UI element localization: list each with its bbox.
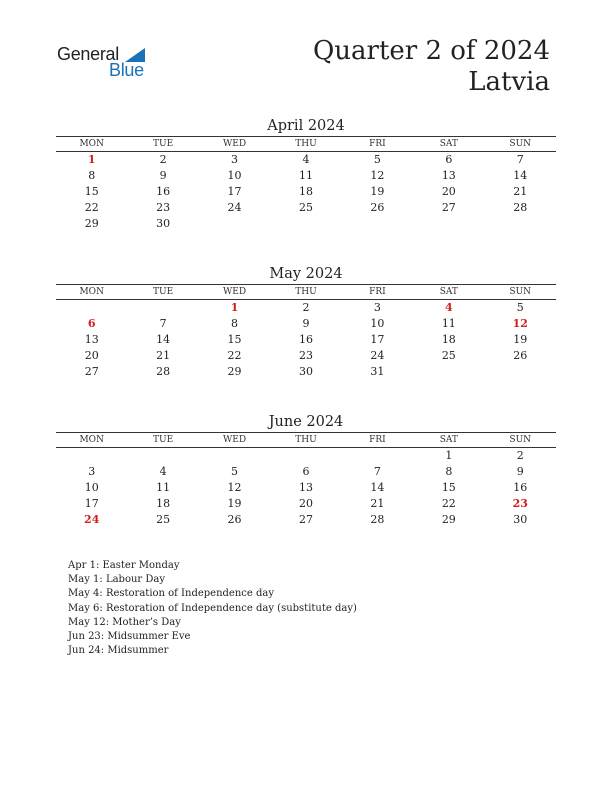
weekday-header: [56, 284, 556, 300]
weekday-label: TUE: [153, 139, 174, 149]
week-row: [56, 168, 556, 184]
day-cell: 3: [231, 153, 239, 166]
day-cell: 27: [84, 365, 99, 378]
weekday-label: SAT: [439, 287, 458, 297]
holiday-day-cell: 1: [87, 153, 96, 166]
weekday-header: [56, 136, 556, 152]
weekday-label: THU: [295, 139, 317, 149]
day-cell: 22: [84, 201, 99, 214]
day-cell: 16: [298, 333, 313, 346]
day-cell: [199, 216, 270, 232]
day-cell: 2: [516, 449, 524, 462]
holiday-note: Jun 23: Midsummer Eve: [68, 631, 191, 643]
day-cell: 29: [84, 217, 99, 230]
day-cell: 9: [302, 317, 310, 330]
day-cell: 25: [156, 513, 171, 526]
day-cell: 26: [227, 513, 242, 526]
week-row: [56, 464, 556, 480]
weekday-label: MON: [79, 287, 104, 297]
page-title: [313, 36, 550, 98]
week-row: [56, 316, 556, 332]
day-cell: 12: [227, 481, 242, 494]
day-cell: 23: [156, 201, 171, 214]
day-cell: 28: [513, 201, 528, 214]
day-cell: 20: [298, 497, 313, 510]
weekday-label: SUN: [509, 435, 532, 445]
logo-blue-text: Blue: [109, 60, 144, 80]
day-cell: 17: [84, 497, 99, 510]
day-cell: 21: [156, 349, 171, 362]
day-cell: [270, 448, 341, 464]
weekday-label: TUE: [153, 435, 174, 445]
day-cell: 19: [370, 185, 385, 198]
day-cell: 27: [441, 201, 456, 214]
weekday-label: TUE: [153, 287, 174, 297]
day-cell: 7: [159, 317, 167, 330]
day-cell: 7: [516, 153, 524, 166]
day-cell: 3: [88, 465, 96, 478]
weekday-label: FRI: [369, 287, 386, 297]
day-cell: 16: [513, 481, 528, 494]
month-calendar: [56, 116, 556, 232]
day-cell: 5: [373, 153, 381, 166]
day-cell: 15: [227, 333, 242, 346]
day-cell: 30: [298, 365, 313, 378]
day-cell: 11: [441, 317, 456, 330]
day-cell: 4: [159, 465, 167, 478]
day-cell: 26: [513, 349, 528, 362]
day-cell: 15: [84, 185, 99, 198]
day-cell: 20: [84, 349, 99, 362]
day-cell: [485, 216, 556, 232]
day-cell: 11: [156, 481, 171, 494]
day-cell: 6: [445, 153, 453, 166]
day-cell: 19: [513, 333, 528, 346]
week-row: [56, 300, 556, 316]
weekday-label: WED: [223, 139, 247, 149]
day-cell: 18: [298, 185, 313, 198]
day-cell: 23: [298, 349, 313, 362]
weekday-header: [56, 432, 556, 448]
day-cell: 8: [88, 169, 96, 182]
weekday-label: SUN: [509, 139, 532, 149]
day-cell: 13: [84, 333, 99, 346]
day-cell: 22: [441, 497, 456, 510]
month-calendar: [56, 264, 556, 380]
day-cell: 3: [373, 301, 381, 314]
day-cell: 5: [231, 465, 239, 478]
holiday-day-cell: 4: [444, 301, 453, 314]
holiday-day-cell: 24: [84, 513, 100, 526]
day-cell: 13: [441, 169, 456, 182]
holiday-note: Apr 1: Easter Monday: [68, 560, 180, 571]
weekday-label: SUN: [509, 287, 532, 297]
weekday-label: THU: [295, 287, 317, 297]
generalblue-logo: [57, 44, 167, 84]
holiday-day-cell: 12: [512, 317, 528, 330]
day-cell: 8: [445, 465, 453, 478]
week-row: [56, 184, 556, 200]
day-cell: 10: [227, 169, 242, 182]
week-row: [56, 332, 556, 348]
day-cell: 25: [298, 201, 313, 214]
day-cell: 29: [227, 365, 242, 378]
week-row: [56, 348, 556, 364]
day-cell: [127, 300, 198, 316]
day-cell: 16: [156, 185, 171, 198]
week-row: [56, 200, 556, 216]
day-cell: 24: [370, 349, 385, 362]
day-cell: 17: [227, 185, 242, 198]
week-row: [56, 152, 556, 168]
day-cell: [342, 216, 413, 232]
day-cell: [342, 448, 413, 464]
week-row: [56, 448, 556, 464]
day-cell: 13: [298, 481, 313, 494]
day-cell: [199, 448, 270, 464]
day-cell: 30: [156, 217, 171, 230]
week-row: [56, 364, 556, 380]
day-cell: 9: [516, 465, 524, 478]
day-cell: 26: [370, 201, 385, 214]
day-cell: 2: [159, 153, 167, 166]
day-cell: 7: [373, 465, 381, 478]
day-cell: 22: [227, 349, 242, 362]
week-row: [56, 480, 556, 496]
day-cell: 28: [156, 365, 171, 378]
month-title: May 2024: [269, 266, 343, 282]
day-cell: 25: [441, 349, 456, 362]
weekday-label: SAT: [439, 139, 458, 149]
holiday-note: May 6: Restoration of Independence day (substitute day): [68, 602, 357, 614]
weekday-label: MON: [79, 435, 104, 445]
day-cell: 12: [370, 169, 385, 182]
day-cell: 4: [302, 153, 310, 166]
day-cell: [413, 216, 484, 232]
holiday-note: May 1: Labour Day: [68, 574, 165, 586]
day-cell: [413, 364, 484, 380]
weekday-label: WED: [223, 435, 247, 445]
month-calendar: [56, 412, 556, 528]
day-cell: 2: [302, 301, 310, 314]
day-cell: 29: [441, 513, 456, 526]
day-cell: 11: [298, 169, 313, 182]
day-cell: 8: [231, 317, 239, 330]
weekday-label: SAT: [439, 435, 458, 445]
holiday-day-cell: 23: [512, 497, 528, 510]
day-cell: 27: [298, 513, 313, 526]
day-cell: 18: [441, 333, 456, 346]
day-cell: 14: [370, 481, 385, 494]
day-cell: 15: [441, 481, 456, 494]
day-cell: [270, 216, 341, 232]
day-cell: [56, 448, 127, 464]
holiday-notes: [68, 559, 357, 658]
day-cell: 5: [516, 301, 524, 314]
weekday-label: FRI: [369, 435, 386, 445]
day-cell: 24: [227, 201, 242, 214]
day-cell: 31: [370, 365, 385, 378]
week-row: [56, 216, 556, 232]
weekday-label: WED: [223, 287, 247, 297]
day-cell: 6: [302, 465, 310, 478]
week-row: [56, 512, 556, 528]
week-row: [56, 496, 556, 512]
holiday-note: Jun 24: Midsummer: [68, 645, 169, 657]
day-cell: 21: [370, 497, 385, 510]
weekday-label: FRI: [369, 139, 386, 149]
day-cell: 17: [370, 333, 385, 346]
day-cell: 1: [445, 449, 453, 462]
month-title: April 2024: [267, 118, 345, 134]
month-title: June 2024: [268, 414, 344, 430]
day-cell: 21: [513, 185, 528, 198]
weekday-label: THU: [295, 435, 317, 445]
day-cell: 10: [370, 317, 385, 330]
holiday-day-cell: 1: [230, 301, 239, 314]
day-cell: [127, 448, 198, 464]
holiday-note: May 12: Mother’s Day: [68, 616, 181, 628]
day-cell: 20: [441, 185, 456, 198]
day-cell: 9: [159, 169, 167, 182]
logo-general-text: General: [57, 44, 119, 64]
day-cell: 18: [156, 497, 171, 510]
quarter-title: Quarter 2 of 2024: [312, 36, 550, 66]
day-cell: 30: [513, 513, 528, 526]
day-cell: 28: [370, 513, 385, 526]
day-cell: 14: [513, 169, 528, 182]
weekday-label: MON: [79, 139, 104, 149]
day-cell: 14: [156, 333, 171, 346]
day-cell: [485, 364, 556, 380]
day-cell: [56, 300, 127, 316]
holiday-note: May 4: Restoration of Independence day: [68, 588, 274, 600]
country-title: Latvia: [468, 67, 550, 97]
holiday-day-cell: 6: [87, 317, 96, 330]
day-cell: 10: [84, 481, 99, 494]
day-cell: 19: [227, 497, 242, 510]
